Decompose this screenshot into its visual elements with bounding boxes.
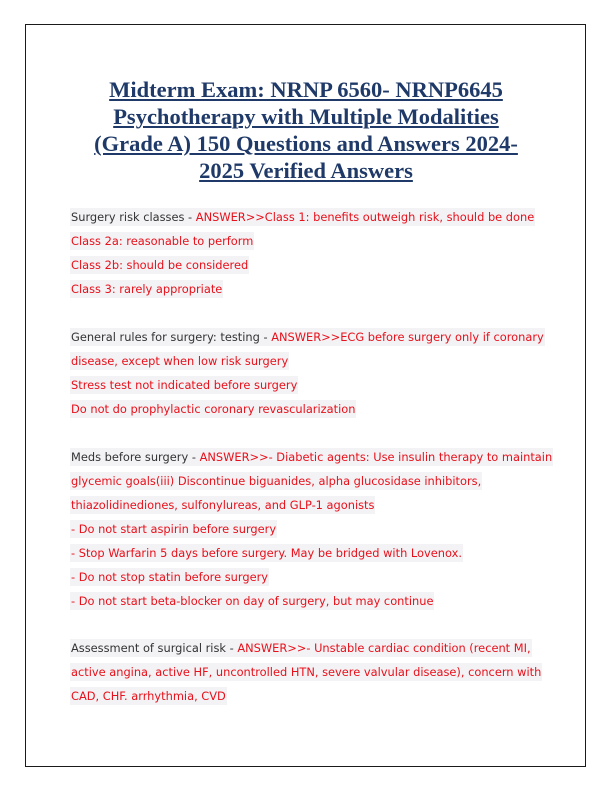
qa-line (70, 253, 550, 277)
qa-line (70, 565, 550, 589)
question-text: General rules for surgery: testing - (71, 330, 272, 344)
qa-line (70, 636, 550, 660)
qa-line (70, 397, 550, 421)
answer-text: - Do not start beta-blocker on day of surgery, but may continue (71, 594, 434, 608)
answer-text: - Do not stop statin before surgery (71, 570, 269, 584)
answer-text: ANSWER>>- Unstable cardiac condition (recent MI, (237, 641, 531, 655)
answer-text: disease, except when low risk surgery (71, 354, 289, 368)
qa-line (70, 373, 550, 397)
answer-text: ANSWER>>Class 1: benefits outweigh risk, should be done (195, 210, 535, 224)
qa-item-surgery-risk-classes (70, 205, 550, 301)
title-line: (Grade A) 150 Questions and Answers 2024- (94, 131, 518, 156)
qa-line (70, 493, 550, 517)
answer-text: active angina, active HF, uncontrolled HTN, severe valvular disease), concern with (71, 665, 542, 679)
answer-text: ANSWER>>ECG before surgery only if coronary (271, 330, 544, 344)
qa-line (70, 277, 550, 301)
qa-line (70, 469, 550, 493)
answer-text: - Stop Warfarin 5 days before surgery. May be bridged with Lovenox. (71, 546, 462, 560)
qa-line (70, 445, 553, 469)
qa-line (70, 541, 550, 565)
qa-line (70, 349, 550, 373)
qa-line (70, 325, 550, 349)
title-line: Psychotherapy with Multiple Modalities (113, 104, 499, 129)
answer-text: Class 3: rarely appropriate (71, 282, 223, 296)
answer-text: - Do not start aspirin before surgery (71, 522, 277, 536)
answer-text: thiazolidinediones, sulfonylureas, and GLP-1 agonists (71, 498, 375, 512)
qa-item-meds-before-surgery (70, 445, 553, 613)
document-title (40, 76, 572, 184)
qa-line (70, 517, 550, 541)
answer-text: Stress test not indicated before surgery (71, 378, 298, 392)
answer-text: Do not do prophylactic coronary revascularization (71, 402, 356, 416)
qa-line (70, 660, 550, 684)
question-text: Surgery risk classes - (71, 210, 196, 224)
answer-text: ANSWER>>- Diabetic agents: Use insulin therapy to maintain (199, 450, 553, 464)
qa-line (70, 684, 550, 708)
qa-line (70, 229, 550, 253)
question-text: Meds before surgery - (71, 450, 200, 464)
title-line: Midterm Exam: NRNP 6560- NRNP6645 (109, 77, 503, 102)
qa-line (70, 589, 550, 613)
answer-text: CAD, CHF. arrhythmia, CVD (71, 689, 226, 703)
answer-text: Class 2a: reasonable to perform (71, 234, 254, 248)
qa-item-assessment-surgical-risk (70, 636, 550, 708)
answer-text: Class 2b: should be considered (71, 258, 249, 272)
qa-line (70, 205, 550, 229)
title-line: 2025 Verified Answers (199, 158, 413, 183)
answer-text: glycemic goals(iii) Discontinue biguanides, alpha glucosidase inhibitors, (71, 474, 482, 488)
question-text: Assessment of surgical risk - (71, 641, 238, 655)
qa-item-general-rules-testing (70, 325, 550, 421)
